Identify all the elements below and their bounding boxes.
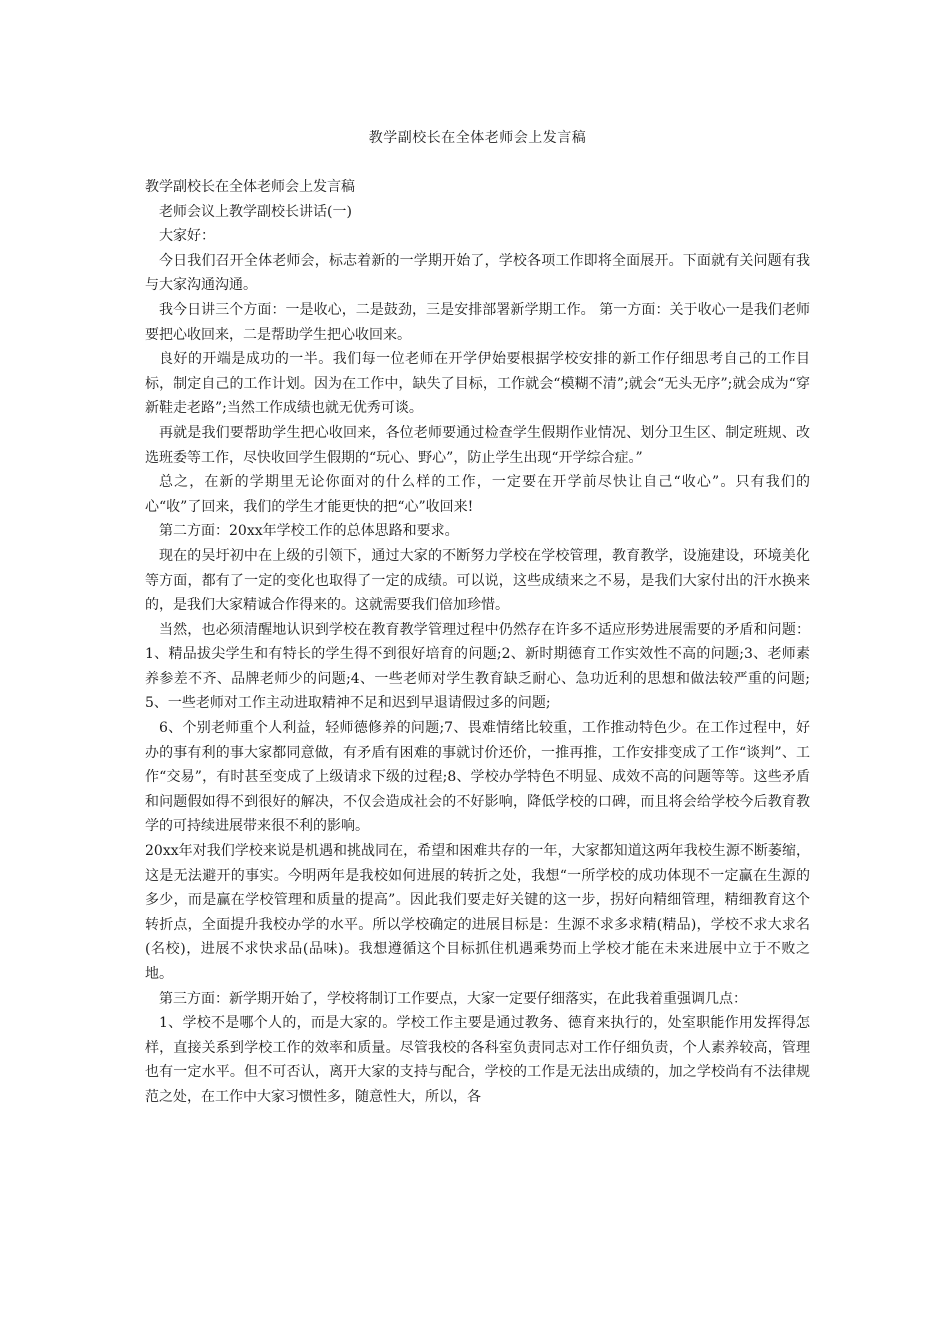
paragraph: 大家好： [159, 228, 215, 245]
document-body [145, 175, 810, 1110]
paragraph: 现在的吴圩初中在上级的引领下，通过大家的不断努力学校在学校管理，教育教学，设施建设，环境美化等方面，都有了一定的变化也取得了一定的成绩。可以说，这些成绩来之不易，是我们大家付出的汗水换来的，是我们大家精诚合作得来的。这就需要我们倍加珍惜。 [145, 547, 810, 614]
paragraph: 今日我们召开全体老师会，标志着新的一学期开始了，学校各项工作即将全面展开。下面就有关问题有我与大家沟通沟通。 [145, 252, 810, 294]
paragraph: 当然，也必须清醒地认识到学校在教育教学管理过程中仍然存在许多不适应形势进展需要的矛盾和问题：1、精品拔尖学生和有特长的学生得不到很好培育的问题;2、新时期德育工作实效性不高的问题;3、老师素养参差不齐、品牌老师少的问题;4、一些老师对学生教育缺乏耐心、急功近利的思想和做法较严重的问题;5、一些老师对工作主动进取精神不足和迟到早退请假过多的问题; [145, 621, 810, 712]
paragraph: 1、学校不是哪个人的，而是大家的。学校工作主要是通过教务、德育来执行的，处室职能作用发挥得怎样，直接关系到学校工作的效率和质量。尽管我校的各科室负责同志对工作仔细负责，个人素养较高，管理也有一定水平。但不可否认，离开大家的支持与配合，学校的工作是无法出成绩的，加之学校尚有不法律规范之处，在工作中大家习惯性多，随意性大，所以，各 [145, 1015, 810, 1105]
document-page [145, 0, 810, 1110]
document-title: 教学副校长在全体老师会上发言稿 [368, 130, 587, 146]
paragraph: 6、个别老师重个人利益，轻师德修养的问题;7、畏难情绪比较重，工作推动特色少。在工作过程中，好办的事有利的事大家都同意做，有矛盾有困难的事就讨价还价，一推再推，工作安排变成了工作“谈判”、工作“交易”，有时甚至变成了上级请求下级的过程;8、学校办学特色不明显、成效不高的问题等等。这些矛盾和问题假如得不到很好的解决，不仅会造成社会的不好影响，降低学校的口碑，而且将会给学校今后教育教学的可持续进展带来很不利的影响。 [145, 720, 810, 835]
paragraph: 第三方面：新学期开始了，学校将制订工作要点，大家一定要仔细落实，在此我着重强调几点： [159, 990, 747, 1007]
paragraph: 我今日讲三个方面：一是收心，二是鼓劲，三是安排部署新学期工作。 第一方面：关于收心一是我们老师要把心收回来，二是帮助学生把心收回来。 [145, 301, 810, 343]
paragraph: 老师会议上教学副校长讲话(一) [159, 203, 352, 220]
paragraph: 20xx年对我们学校来说是机遇和挑战同在，希望和困难共存的一年，大家都知道这两年我校生源不断萎缩，这是无法避开的事实。今明两年是我校如何进展的转折之处，我想“一所学校的成功体现不一定赢在生源的多少，而是赢在学校管理和质量的提高”。因此我们要走好关键的这一步，拐好向精细管理，精细教育这个转折点，全面提升我校办学的水平。所以学校确定的进展目标是：生源不求多求精(精品)，学校不求大求名(名校)，进展不求快求品(品味)。我想遵循这个目标抓住机遇乘势而上学校才能在未来进展中立于不败之地。 [145, 843, 810, 982]
paragraph: 再就是我们要帮助学生把心收回来，各位老师要通过检查学生假期作业情况、划分卫生区、制定班规、改选班委等工作，尽快收回学生假期的“玩心、野心”，防止学生出现“开学综合症。” [145, 424, 810, 466]
paragraph: 良好的开端是成功的一半。我们每一位老师在开学伊始要根据学校安排的新工作仔细思考自己的工作目标，制定自己的工作计划。因为在工作中，缺失了目标，工作就会“模糊不清”;就会“无头无序”;就会成为“穿新鞋走老路”;当然工作成绩也就无优秀可谈。 [145, 351, 810, 417]
paragraph: 第二方面：20xx年学校工作的总体思路和要求。 [159, 523, 459, 540]
paragraph: 教学副校长在全体老师会上发言稿 [145, 179, 355, 195]
paragraph: 总之，在新的学期里无论你面对的什么样的工作，一定要在开学前尽快让自己“收心”。只有我们的心“收”了回来，我们的学生才能更快的把“心”收回来! [145, 474, 810, 515]
